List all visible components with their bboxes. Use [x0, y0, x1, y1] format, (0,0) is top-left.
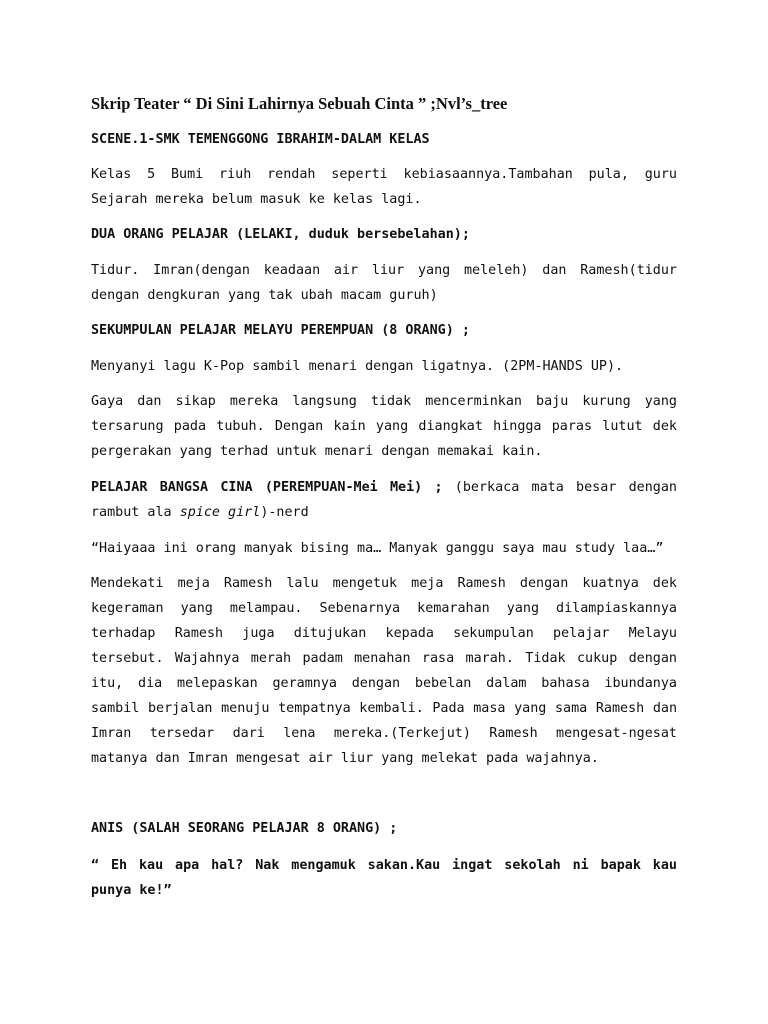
- document-title: Skrip Teater “ Di Sini Lahirnya Sebuah Cinta ” ;Nvl’s_tree: [91, 94, 508, 113]
- two-students-action: Tidur. Imran(dengan keadaan air liur yang meleleh) dan Ramesh(tidur dengan dengkuran yang tak ubah macam guruh): [91, 263, 677, 303]
- meimei-action: Mendekati meja Ramesh lalu mengetuk meja Ramesh dengan kuatnya dek kegeraman yang melampau. Sebenarnya kemarahan yang dilampiaskannya terhadap Ramesh juga ditujukan kepada sekumpulan pelajar Melayu tersebut. Wajahnya merah padam menahan rasa marah. Tidak cukup dengan itu, dia melepaskan geramnya dengan bebelan dalam bahasa ibundanya sambil berjalan menuju tempatnya kembali. Pada masa yang sama Ramesh dan Imran tersedar dari lena mereka.(Terkejut) Ramesh mengesat-ngesat matanya dan Imran mengesat air liur yang melekat pada wajahnya.: [91, 576, 677, 766]
- meimei-dialogue: “Haiyaaa ini orang manyak bising ma… Manyak ganggu saya mau study laa…”: [91, 541, 664, 556]
- heading-girls-group: SEKUMPULAN PELAJAR MELAYU PEREMPUAN (8 ORANG) ;: [91, 323, 470, 338]
- heading-anis: ANIS (SALAH SEORANG PELAJAR 8 ORANG) ;: [91, 821, 398, 836]
- girls-action: Menyanyi lagu K-Pop sambil menari dengan ligatnya. (2PM-HANDS UP).: [91, 359, 624, 374]
- meimei-desc-before: (berkaca mata besar dengan rambut ala: [91, 480, 677, 520]
- meimei-desc-after: )-nerd: [260, 505, 309, 520]
- scene-heading: SCENE.1-SMK TEMENGGONG IBRAHIM-DALAM KELAS: [91, 132, 430, 147]
- scene-description: Kelas 5 Bumi riuh rendah seperti kebiasaannya.Tambahan pula, guru Sejarah mereka belum masuk ke kelas lagi.: [91, 167, 677, 207]
- heading-meimei: PELAJAR BANGSA CINA (PEREMPUAN-Mei Mei) ;: [91, 480, 443, 495]
- girls-description: Gaya dan sikap mereka langsung tidak mencerminkan baju kurung yang tersarung pada tubuh. Dengan kain yang diangkat hingga paras lutut dek pergerakan yang terhad untuk menari dengan memakai kain.: [91, 394, 677, 459]
- meimei-desc-italic: spice girl: [179, 505, 261, 520]
- heading-two-students: DUA ORANG PELAJAR (LELAKI, duduk bersebelahan);: [91, 227, 470, 242]
- meimei-intro: [91, 475, 677, 525]
- anis-dialogue: “ Eh kau apa hal? Nak mengamuk sakan.Kau ingat sekolah ni bapak kau punya ke!”: [91, 858, 677, 898]
